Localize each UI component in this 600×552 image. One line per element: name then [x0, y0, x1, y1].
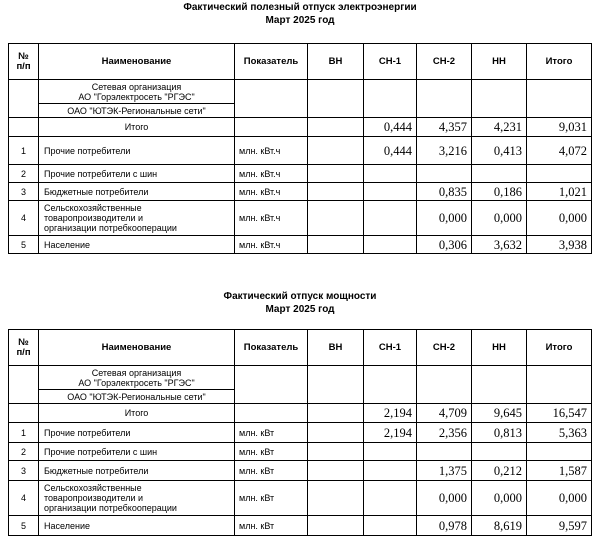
- org-row: [9, 366, 592, 390]
- table-row: [9, 183, 592, 201]
- col-header-sn2: СН-2: [417, 330, 472, 366]
- table-cell: 1,375: [417, 461, 472, 481]
- table-cell: 2: [9, 165, 39, 183]
- table-cell: [308, 443, 364, 461]
- table-cell: [472, 165, 527, 183]
- table-cell: [308, 236, 364, 254]
- table-cell: 3: [9, 461, 39, 481]
- table-cell: Население: [39, 516, 235, 536]
- total-row: [9, 404, 592, 423]
- table-cell: 8,619: [472, 516, 527, 536]
- table-cell: [527, 80, 592, 118]
- table-cell: [308, 80, 364, 118]
- total-label: Итого: [39, 118, 235, 137]
- table-cell: 4,231: [472, 118, 527, 137]
- table-cell: млн. кВт.ч: [235, 201, 308, 236]
- table-cell: 4,709: [417, 404, 472, 423]
- table-cell: [527, 443, 592, 461]
- table-cell: [308, 201, 364, 236]
- table-cell: 0,000: [417, 481, 472, 516]
- table-cell: [235, 366, 308, 404]
- table-cell: 16,547: [527, 404, 592, 423]
- table-cell: Население: [39, 236, 235, 254]
- table-cell: [417, 443, 472, 461]
- table-cell: 2,194: [364, 404, 417, 423]
- table-cell: [364, 481, 417, 516]
- table-cell: [417, 80, 472, 118]
- table-cell: [308, 366, 364, 404]
- table-cell: 3: [9, 183, 39, 201]
- table-cell: 3,938: [527, 236, 592, 254]
- table-cell: [308, 516, 364, 536]
- table-cell: 0,813: [472, 423, 527, 443]
- table-cell: 0,000: [527, 481, 592, 516]
- table-cell: млн. кВт: [235, 481, 308, 516]
- table-row: [9, 481, 592, 516]
- table-cell: 3,632: [472, 236, 527, 254]
- table-cell: [364, 443, 417, 461]
- org-name: Сетевая организация АО "Горэлектросеть "РГЭС": [39, 80, 235, 104]
- table-header-row: [9, 44, 592, 80]
- energy-title: Фактический полезный отпуск электроэнергии Март 2025 год: [183, 2, 417, 26]
- table-cell: 5: [9, 236, 39, 254]
- table-cell: [364, 80, 417, 118]
- col-header-nn: НН: [472, 330, 527, 366]
- table-cell: 2: [9, 443, 39, 461]
- col-header-vn: ВН: [308, 330, 364, 366]
- table-cell: [364, 516, 417, 536]
- table-cell: [308, 137, 364, 165]
- table-cell: 1,587: [527, 461, 592, 481]
- table-cell: 0,835: [417, 183, 472, 201]
- table-cell: 0,000: [472, 201, 527, 236]
- table-cell: [472, 80, 527, 118]
- table-cell: 0,186: [472, 183, 527, 201]
- table-cell: 1: [9, 137, 39, 165]
- table-cell: 0,000: [527, 201, 592, 236]
- col-header-num: № п/п: [9, 44, 39, 80]
- col-header-sn2: СН-2: [417, 44, 472, 80]
- table-cell: [417, 165, 472, 183]
- table-cell: 4,357: [417, 118, 472, 137]
- org-name: Сетевая организация АО "Горэлектросеть "РГЭС": [39, 366, 235, 390]
- table-cell: 1,021: [527, 183, 592, 201]
- col-header-nn: НН: [472, 44, 527, 80]
- table-cell: млн. кВт.ч: [235, 236, 308, 254]
- table-cell: [527, 366, 592, 404]
- table-cell: [364, 366, 417, 404]
- col-header-sn1: СН-1: [364, 330, 417, 366]
- table-cell: 2,194: [364, 423, 417, 443]
- table-cell: 0,000: [417, 201, 472, 236]
- total-label: Итого: [39, 404, 235, 423]
- table-row: [9, 443, 592, 461]
- table-cell: [235, 80, 308, 118]
- table-cell: [364, 236, 417, 254]
- table-cell: Прочие потребители с шин: [39, 165, 235, 183]
- col-header-itogo: Итого: [527, 330, 592, 366]
- table-header-row: [9, 330, 592, 366]
- table-cell: 0,444: [364, 137, 417, 165]
- table-row: [9, 165, 592, 183]
- total-row: [9, 118, 592, 137]
- table-cell: Прочие потребители: [39, 137, 235, 165]
- table-cell: [417, 366, 472, 404]
- col-header-unit: Показатель: [235, 44, 308, 80]
- table-cell: [308, 423, 364, 443]
- energy-table: [8, 43, 592, 254]
- table-cell: млн. кВт: [235, 516, 308, 536]
- table-cell: 0,978: [417, 516, 472, 536]
- table-cell: [9, 404, 39, 423]
- table-cell: [527, 165, 592, 183]
- table-cell: 0,212: [472, 461, 527, 481]
- table-row: [9, 201, 592, 236]
- table-cell: млн. кВт: [235, 443, 308, 461]
- table-cell: 3,216: [417, 137, 472, 165]
- table-cell: [308, 461, 364, 481]
- table-cell: 9,645: [472, 404, 527, 423]
- table-row: [9, 516, 592, 536]
- table-cell: 4: [9, 201, 39, 236]
- col-header-name: Наименование: [39, 44, 235, 80]
- table-cell: млн. кВт.ч: [235, 165, 308, 183]
- table-cell: Бюджетные потребители: [39, 183, 235, 201]
- table-cell: 0,000: [472, 481, 527, 516]
- table-row: [9, 137, 592, 165]
- table-cell: [472, 366, 527, 404]
- table-cell: [308, 481, 364, 516]
- table-cell: [364, 201, 417, 236]
- table-cell: 5,363: [527, 423, 592, 443]
- table-cell: 0,444: [364, 118, 417, 137]
- col-header-itogo: Итого: [527, 44, 592, 80]
- table-cell: 9,031: [527, 118, 592, 137]
- table-cell: 4: [9, 481, 39, 516]
- table-cell: 4,072: [527, 137, 592, 165]
- power-table: [8, 329, 592, 536]
- table-cell: 0,413: [472, 137, 527, 165]
- table-row: [9, 423, 592, 443]
- power-title: Фактический отпуск мощности Март 2025 год: [223, 291, 377, 315]
- table-cell: [9, 366, 39, 404]
- org-row: [9, 80, 592, 104]
- table-row: [9, 236, 592, 254]
- table-cell: Бюджетные потребители: [39, 461, 235, 481]
- table-cell: 1: [9, 423, 39, 443]
- col-header-vn: ВН: [308, 44, 364, 80]
- table-cell: 0,306: [417, 236, 472, 254]
- table-cell: [235, 404, 308, 423]
- table-cell: млн. кВт.ч: [235, 183, 308, 201]
- table-cell: млн. кВт: [235, 423, 308, 443]
- table-cell: [235, 118, 308, 137]
- table-cell: Сельскохозяйственные товаропроизводители и организации потребкооперации: [39, 201, 235, 236]
- table-cell: [308, 165, 364, 183]
- table-cell: млн. кВт: [235, 461, 308, 481]
- table-cell: Сельскохозяйственные товаропроизводители и организации потребкооперации: [39, 481, 235, 516]
- table-cell: 9,597: [527, 516, 592, 536]
- table-cell: млн. кВт.ч: [235, 137, 308, 165]
- table-cell: [364, 183, 417, 201]
- org-name-2: ОАО "ЮТЭК-Региональные сети": [39, 390, 235, 404]
- table-cell: Прочие потребители: [39, 423, 235, 443]
- org-name-2: ОАО "ЮТЭК-Региональные сети": [39, 104, 235, 118]
- table-cell: [308, 404, 364, 423]
- table-cell: 2,356: [417, 423, 472, 443]
- table-cell: [308, 183, 364, 201]
- table-cell: Прочие потребители с шин: [39, 443, 235, 461]
- table-row: [9, 461, 592, 481]
- table-cell: [308, 118, 364, 137]
- col-header-sn1: СН-1: [364, 44, 417, 80]
- col-header-name: Наименование: [39, 330, 235, 366]
- table-cell: [472, 443, 527, 461]
- col-header-unit: Показатель: [235, 330, 308, 366]
- table-cell: [364, 461, 417, 481]
- table-cell: [364, 165, 417, 183]
- table-cell: [9, 118, 39, 137]
- table-cell: [9, 80, 39, 118]
- table-cell: 5: [9, 516, 39, 536]
- col-header-num: № п/п: [9, 330, 39, 366]
